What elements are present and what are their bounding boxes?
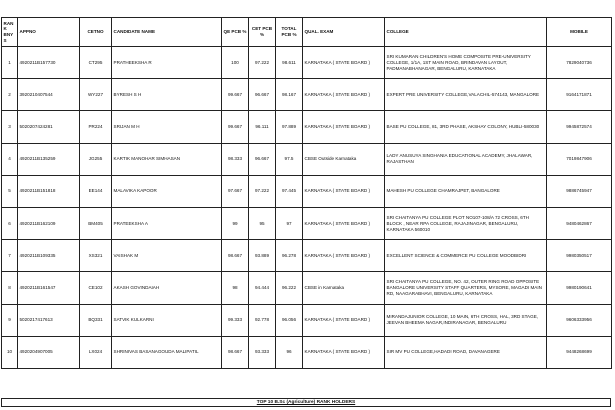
cell-qual-exam: KARNATAKA ( STATE BOARD ) bbox=[303, 79, 385, 111]
cell-appno: 4920211B162109 bbox=[18, 207, 80, 239]
cell-qual-exam: KARNATAKA ( STATE BOARD ) bbox=[303, 336, 385, 368]
cell-appno: 4920211B109335 bbox=[18, 240, 80, 272]
cell-qe-pcb: 98.667 bbox=[222, 336, 249, 368]
header-cet-pcb: CET PCB % bbox=[249, 18, 276, 47]
cell-rank: 2 bbox=[2, 79, 18, 111]
cell-rank: 3 bbox=[2, 111, 18, 143]
table-caption: TOP 10 B.Sc (Agriculture) RANK HOLDERS bbox=[1, 398, 611, 407]
cell-cetno: BQ331 bbox=[80, 304, 112, 336]
cell-candidate-name: BYRESH S H bbox=[112, 79, 222, 111]
cell-cetno: LX024 bbox=[80, 336, 112, 368]
header-mobile: MOBILE bbox=[547, 18, 612, 47]
cell-mobile: 9606333956 bbox=[547, 304, 612, 336]
cell-cet-pcb: 96.111 bbox=[249, 111, 276, 143]
cell-college: SRI KUMARAN CHILDREN'S HOME COMPOSITE PRE-UNIVERSITY COLLEGE, 1/1A, 1ST MAIN ROAD, BRINDAVAN LAYOUT, PADMANABHANAGAR, BENGALURU, KARNATAKA bbox=[385, 47, 547, 79]
header-total-pcb: TOTAL PCB % bbox=[276, 18, 303, 47]
cell-qual-exam: KARNATAKA ( STATE BOARD ) bbox=[303, 207, 385, 239]
cell-cet-pcb: 95 bbox=[249, 207, 276, 239]
cell-appno: 5020217417613 bbox=[18, 304, 80, 336]
cell-college: EXPERT PRE UNIVERSITY COLLEGE,VALACHIL-574143, MANGALORE bbox=[385, 79, 547, 111]
cell-college: BASE PU COLLEGE, 81, 3RD PHASE, AKSHAY COLONY, HUBLI-580030 bbox=[385, 111, 547, 143]
cell-qe-pcb: 98 bbox=[222, 272, 249, 304]
cell-cetno: BM405 bbox=[80, 207, 112, 239]
cell-qe-pcb: 98.667 bbox=[222, 240, 249, 272]
header-row bbox=[2, 18, 612, 47]
cell-total-pcb: 98.167 bbox=[276, 79, 303, 111]
cell-appno: 3920210407544 bbox=[18, 79, 80, 111]
table-row bbox=[2, 111, 612, 143]
rank-table bbox=[1, 17, 612, 369]
cell-college: LADY ANUSUYA SINGHANIA EDUCATIONAL ACADEMY, JHALAWAR, RAJASTHAN bbox=[385, 143, 547, 175]
cell-rank: 10 bbox=[2, 336, 18, 368]
table-row bbox=[2, 143, 612, 175]
cell-qe-pcb: 97.667 bbox=[222, 175, 249, 207]
cell-total-pcb: 97.889 bbox=[276, 111, 303, 143]
cell-candidate-name: AKASH GOVINDAIAH bbox=[112, 272, 222, 304]
cell-rank: 5 bbox=[2, 175, 18, 207]
table-row bbox=[2, 240, 612, 272]
cell-candidate-name: MALAVIKA KAPOOR bbox=[112, 175, 222, 207]
cell-cet-pcb: 93.889 bbox=[249, 240, 276, 272]
cell-appno: 4920211B151818 bbox=[18, 175, 80, 207]
cell-qe-pcb: 99 bbox=[222, 207, 249, 239]
cell-qual-exam: CBSE in Karnataka bbox=[303, 272, 385, 304]
cell-total-pcb: 98.611 bbox=[276, 47, 303, 79]
cell-qual-exam: KARNATAKA ( STATE BOARD ) bbox=[303, 304, 385, 336]
cell-candidate-name: VAISHAK M bbox=[112, 240, 222, 272]
cell-cet-pcb: 93.333 bbox=[249, 336, 276, 368]
cell-rank: 1 bbox=[2, 47, 18, 79]
cell-mobile: 9945872574 bbox=[547, 111, 612, 143]
cell-appno: 4920211B161547 bbox=[18, 272, 80, 304]
cell-appno: 4920211B135259 bbox=[18, 143, 80, 175]
cell-mobile: 9480462867 bbox=[547, 207, 612, 239]
cell-rank: 6 bbox=[2, 207, 18, 239]
cell-cet-pcb: 97.222 bbox=[249, 175, 276, 207]
cell-cet-pcb: 94.444 bbox=[249, 272, 276, 304]
cell-qe-pcb: 99.333 bbox=[222, 304, 249, 336]
cell-candidate-name: SHRINIVAS BASANAGOUDA MALIPATIL bbox=[112, 336, 222, 368]
header-qual-exam: QUAL. EXAM bbox=[303, 18, 385, 47]
table-row bbox=[2, 304, 612, 336]
cell-college: SRI CHAITANYA PU COLLEGE, NO. 42, OUTER RING ROAD OPPOSITE BANGALORE UNIVERSITY STAFF QUARTERS, MYSORE, MAGADI MAIN RD, NAAGARABHAVI, BENGALURU, KARNATAKA bbox=[385, 272, 547, 304]
cell-mobile: 7829040736 bbox=[547, 47, 612, 79]
cell-qual-exam: KARNATAKA ( STATE BOARD ) bbox=[303, 175, 385, 207]
cell-mobile: 9886745947 bbox=[547, 175, 612, 207]
table-row bbox=[2, 336, 612, 368]
cell-qual-exam: KARNATAKA ( STATE BOARD ) bbox=[303, 111, 385, 143]
cell-college: MAHESH PU COLLEGE CHAMRAJPET, BANGALORE bbox=[385, 175, 547, 207]
cell-total-pcb: 97.5 bbox=[276, 143, 303, 175]
table-row bbox=[2, 207, 612, 239]
cell-college: SRI CHAITANYA PU COLLEGE PLOT NO107-108/A 72 CROSS, 6TH BLOCK , NEAR RPA COLLEGE, RAJAJINAGAR, BENGALURU, KARNATAKA 560010 bbox=[385, 207, 547, 239]
cell-cetno: EE144 bbox=[80, 175, 112, 207]
cell-cetno: XS321 bbox=[80, 240, 112, 272]
cell-candidate-name: PRATHEEKSHA R bbox=[112, 47, 222, 79]
cell-rank: 9 bbox=[2, 304, 18, 336]
cell-cet-pcb: 96.667 bbox=[249, 79, 276, 111]
cell-total-pcb: 96 bbox=[276, 336, 303, 368]
table-row bbox=[2, 47, 612, 79]
cell-qe-pcb: 98.333 bbox=[222, 143, 249, 175]
cell-candidate-name: SATVIK KULKARNI bbox=[112, 304, 222, 336]
cell-mobile: 9980190641 bbox=[547, 272, 612, 304]
cell-total-pcb: 97.445 bbox=[276, 175, 303, 207]
cell-cetno: PR224 bbox=[80, 111, 112, 143]
cell-total-pcb: 97 bbox=[276, 207, 303, 239]
cell-qual-exam: KARNATAKA ( STATE BOARD ) bbox=[303, 47, 385, 79]
header-rank: RANK BNYS bbox=[2, 18, 18, 47]
cell-college: SIR MV PU COLLEGE,HADADI ROAD, DAVANAGERE bbox=[385, 336, 547, 368]
cell-cetno: CE102 bbox=[80, 272, 112, 304]
table-row bbox=[2, 79, 612, 111]
cell-qe-pcb: 99.667 bbox=[222, 111, 249, 143]
cell-appno: 5020207424281 bbox=[18, 111, 80, 143]
header-candidate-name: CANDIDATE NAME bbox=[112, 18, 222, 47]
cell-qe-pcb: 99.667 bbox=[222, 79, 249, 111]
cell-total-pcb: 96.222 bbox=[276, 272, 303, 304]
cell-rank: 4 bbox=[2, 143, 18, 175]
table-row bbox=[2, 272, 612, 304]
cell-appno: 4920204907005 bbox=[18, 336, 80, 368]
cell-cet-pcb: 96.667 bbox=[249, 143, 276, 175]
cell-rank: 7 bbox=[2, 240, 18, 272]
cell-candidate-name: SRIJAN M H bbox=[112, 111, 222, 143]
header-qe-pcb: QE PCB % bbox=[222, 18, 249, 47]
cell-total-pcb: 96.278 bbox=[276, 240, 303, 272]
cell-cetno: JG255 bbox=[80, 143, 112, 175]
cell-appno: 4920211B157730 bbox=[18, 47, 80, 79]
cell-mobile: 9980350517 bbox=[547, 240, 612, 272]
cell-qual-exam: CBSE Outside Karnataka bbox=[303, 143, 385, 175]
cell-cetno: WY227 bbox=[80, 79, 112, 111]
header-cetno: CETNO bbox=[80, 18, 112, 47]
header-appno: APPNO bbox=[18, 18, 80, 47]
cell-cet-pcb: 97.222 bbox=[249, 47, 276, 79]
header-college: COLLEGE bbox=[385, 18, 547, 47]
cell-mobile: 7019847906 bbox=[547, 143, 612, 175]
cell-mobile: 9448268699 bbox=[547, 336, 612, 368]
cell-qe-pcb: 100 bbox=[222, 47, 249, 79]
cell-rank: 8 bbox=[2, 272, 18, 304]
cell-cetno: CT295 bbox=[80, 47, 112, 79]
table-row bbox=[2, 175, 612, 207]
cell-mobile: 9164171871 bbox=[547, 79, 612, 111]
cell-college: MIRANDAJUNIOR COLLEGE, 10 MAIN, 6TH CROSS, HAL, 3RD STAGE, JEEVAN BHEEMA NAGAR,INDIRANAGAR, BENGALURU bbox=[385, 304, 547, 336]
cell-cet-pcb: 92.778 bbox=[249, 304, 276, 336]
cell-college: EXCELLENT SCIENCE & COMMERCE PU COLLEGE MOODBIDRI bbox=[385, 240, 547, 272]
cell-candidate-name: KARTIK MANOHAR SIMHASAN bbox=[112, 143, 222, 175]
cell-candidate-name: PRATEEKSHA A bbox=[112, 207, 222, 239]
cell-total-pcb: 96.056 bbox=[276, 304, 303, 336]
cell-qual-exam: KARNATAKA ( STATE BOARD ) bbox=[303, 240, 385, 272]
